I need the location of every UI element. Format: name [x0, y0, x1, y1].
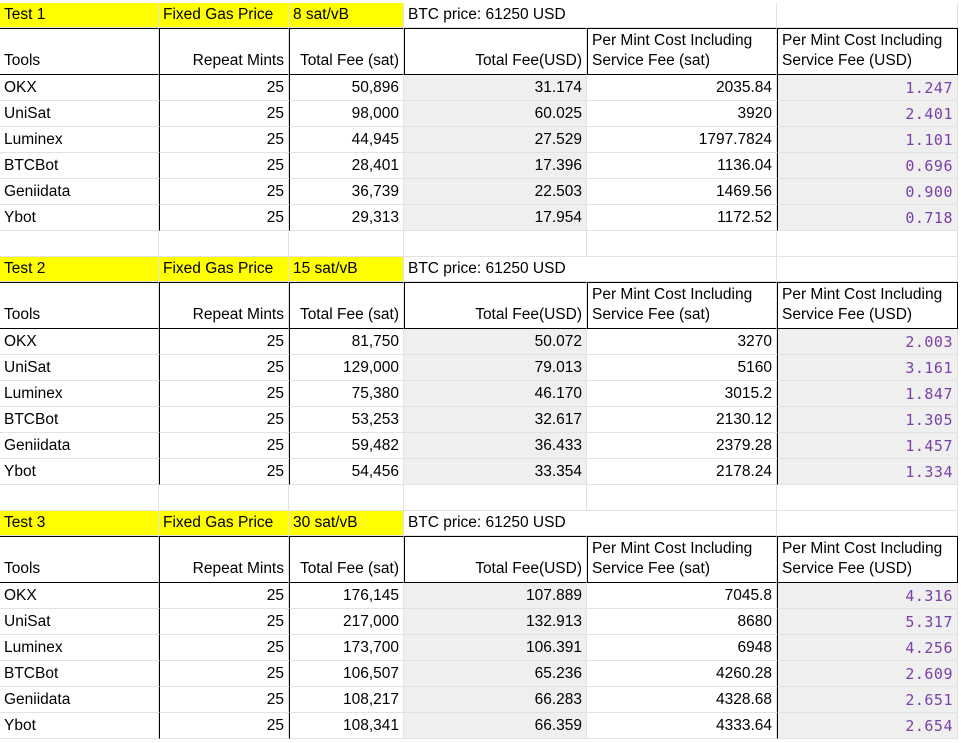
- table-cell[interactable]: 1469.56: [587, 179, 777, 205]
- table-cell[interactable]: Ybot: [0, 459, 159, 485]
- table-cell[interactable]: BTCBot: [0, 661, 159, 687]
- table-cell[interactable]: 8680: [587, 609, 777, 635]
- table-cell[interactable]: 1.247: [777, 75, 958, 101]
- table-cell[interactable]: 53,253: [289, 407, 404, 433]
- table-cell[interactable]: 2379.28: [587, 433, 777, 459]
- table-cell[interactable]: 25: [159, 661, 289, 687]
- table-cell[interactable]: Luminex: [0, 635, 159, 661]
- empty-cell[interactable]: [777, 511, 958, 536]
- table-cell[interactable]: 46.170: [404, 381, 587, 407]
- table-cell[interactable]: 106.391: [404, 635, 587, 661]
- column-header[interactable]: Tools: [0, 28, 159, 75]
- table-cell[interactable]: 25: [159, 433, 289, 459]
- table-cell[interactable]: 81,750: [289, 329, 404, 355]
- empty-cell[interactable]: [777, 485, 958, 511]
- column-header[interactable]: Repeat Mints: [159, 536, 289, 583]
- table-cell[interactable]: 1797.7824: [587, 127, 777, 153]
- table-cell[interactable]: 3920: [587, 101, 777, 127]
- table-cell[interactable]: 17.954: [404, 205, 587, 231]
- table-cell[interactable]: 106,507: [289, 661, 404, 687]
- table-cell[interactable]: 75,380: [289, 381, 404, 407]
- table-cell[interactable]: 36.433: [404, 433, 587, 459]
- table-cell[interactable]: 0.696: [777, 153, 958, 179]
- table-cell[interactable]: 4333.64: [587, 713, 777, 739]
- empty-cell[interactable]: [159, 231, 289, 257]
- table-cell[interactable]: Geniidata: [0, 687, 159, 713]
- table-cell[interactable]: 2178.24: [587, 459, 777, 485]
- table-cell[interactable]: 2.401: [777, 101, 958, 127]
- table-cell[interactable]: Luminex: [0, 381, 159, 407]
- table-cell[interactable]: 36,739: [289, 179, 404, 205]
- table-cell[interactable]: OKX: [0, 583, 159, 609]
- table-cell[interactable]: UniSat: [0, 101, 159, 127]
- table-cell[interactable]: 7045.8: [587, 583, 777, 609]
- btc-price[interactable]: BTC price: 61250 USD: [404, 3, 777, 28]
- column-header[interactable]: Per Mint Cost Including Service Fee (USD): [777, 282, 958, 329]
- table-cell[interactable]: 2130.12: [587, 407, 777, 433]
- column-header[interactable]: Per Mint Cost Including Service Fee (USD): [777, 28, 958, 75]
- table-cell[interactable]: 4328.68: [587, 687, 777, 713]
- table-cell[interactable]: 132.913: [404, 609, 587, 635]
- empty-cell[interactable]: [587, 231, 777, 257]
- table-cell[interactable]: 1172.52: [587, 205, 777, 231]
- table-cell[interactable]: 1.457: [777, 433, 958, 459]
- table-cell[interactable]: 25: [159, 101, 289, 127]
- column-header[interactable]: Total Fee (sat): [289, 536, 404, 583]
- table-cell[interactable]: 25: [159, 381, 289, 407]
- table-cell[interactable]: 25: [159, 329, 289, 355]
- table-cell[interactable]: 66.283: [404, 687, 587, 713]
- table-cell[interactable]: 176,145: [289, 583, 404, 609]
- table-cell[interactable]: 1.334: [777, 459, 958, 485]
- gas-price-value[interactable]: 15 sat/vB: [289, 257, 404, 282]
- table-cell[interactable]: 25: [159, 179, 289, 205]
- table-cell[interactable]: 22.503: [404, 179, 587, 205]
- table-cell[interactable]: 4.316: [777, 583, 958, 609]
- column-header[interactable]: Tools: [0, 536, 159, 583]
- table-cell[interactable]: 3015.2: [587, 381, 777, 407]
- column-header[interactable]: Total Fee (sat): [289, 282, 404, 329]
- table-cell[interactable]: 6948: [587, 635, 777, 661]
- gas-price-value[interactable]: 8 sat/vB: [289, 3, 404, 28]
- empty-cell[interactable]: [404, 231, 587, 257]
- table-cell[interactable]: 107.889: [404, 583, 587, 609]
- table-cell[interactable]: 65.236: [404, 661, 587, 687]
- empty-cell[interactable]: [289, 485, 404, 511]
- table-cell[interactable]: 25: [159, 153, 289, 179]
- table-cell[interactable]: BTCBot: [0, 407, 159, 433]
- table-cell[interactable]: 25: [159, 609, 289, 635]
- table-cell[interactable]: 25: [159, 75, 289, 101]
- empty-cell[interactable]: [289, 231, 404, 257]
- empty-cell[interactable]: [0, 231, 159, 257]
- empty-cell[interactable]: [0, 485, 159, 511]
- table-cell[interactable]: 2.609: [777, 661, 958, 687]
- table-cell[interactable]: BTCBot: [0, 153, 159, 179]
- table-cell[interactable]: 108,341: [289, 713, 404, 739]
- table-cell[interactable]: 50,896: [289, 75, 404, 101]
- table-cell[interactable]: 1136.04: [587, 153, 777, 179]
- table-cell[interactable]: 98,000: [289, 101, 404, 127]
- table-cell[interactable]: 25: [159, 355, 289, 381]
- table-cell[interactable]: UniSat: [0, 609, 159, 635]
- table-cell[interactable]: 3.161: [777, 355, 958, 381]
- table-cell[interactable]: 1.101: [777, 127, 958, 153]
- table-cell[interactable]: 2.654: [777, 713, 958, 739]
- gas-price-value[interactable]: 30 sat/vB: [289, 511, 404, 536]
- table-cell[interactable]: 4260.28: [587, 661, 777, 687]
- column-header[interactable]: Total Fee(USD): [404, 28, 587, 75]
- table-cell[interactable]: 25: [159, 459, 289, 485]
- column-header[interactable]: Per Mint Cost Including Service Fee (USD): [777, 536, 958, 583]
- table-cell[interactable]: 2.003: [777, 329, 958, 355]
- table-cell[interactable]: 25: [159, 713, 289, 739]
- column-header[interactable]: Repeat Mints: [159, 28, 289, 75]
- table-cell[interactable]: 1.847: [777, 381, 958, 407]
- table-cell[interactable]: 2.651: [777, 687, 958, 713]
- table-cell[interactable]: 60.025: [404, 101, 587, 127]
- column-header[interactable]: Total Fee (sat): [289, 28, 404, 75]
- table-cell[interactable]: 29,313: [289, 205, 404, 231]
- empty-cell[interactable]: [587, 485, 777, 511]
- table-cell[interactable]: UniSat: [0, 355, 159, 381]
- table-cell[interactable]: 5160: [587, 355, 777, 381]
- table-cell[interactable]: 0.900: [777, 179, 958, 205]
- table-cell[interactable]: 54,456: [289, 459, 404, 485]
- column-header[interactable]: Total Fee(USD): [404, 282, 587, 329]
- column-header[interactable]: Tools: [0, 282, 159, 329]
- test-label[interactable]: Test 3: [0, 511, 159, 536]
- table-cell[interactable]: OKX: [0, 75, 159, 101]
- table-cell[interactable]: 25: [159, 687, 289, 713]
- table-cell[interactable]: Ybot: [0, 713, 159, 739]
- table-cell[interactable]: 0.718: [777, 205, 958, 231]
- table-cell[interactable]: 1.305: [777, 407, 958, 433]
- column-header[interactable]: Per Mint Cost Including Service Fee (sat): [587, 282, 777, 329]
- table-cell[interactable]: 25: [159, 127, 289, 153]
- btc-price[interactable]: BTC price: 61250 USD: [404, 511, 777, 536]
- column-header[interactable]: Per Mint Cost Including Service Fee (sat): [587, 536, 777, 583]
- table-cell[interactable]: 25: [159, 583, 289, 609]
- empty-cell[interactable]: [404, 485, 587, 511]
- empty-cell[interactable]: [777, 257, 958, 282]
- gas-price-label[interactable]: Fixed Gas Price: [159, 511, 289, 536]
- table-cell[interactable]: 17.396: [404, 153, 587, 179]
- table-cell[interactable]: 217,000: [289, 609, 404, 635]
- table-cell[interactable]: 2035.84: [587, 75, 777, 101]
- table-cell[interactable]: 27.529: [404, 127, 587, 153]
- table-cell[interactable]: Geniidata: [0, 179, 159, 205]
- table-cell[interactable]: 25: [159, 407, 289, 433]
- table-cell[interactable]: Geniidata: [0, 433, 159, 459]
- table-cell[interactable]: Ybot: [0, 205, 159, 231]
- table-cell[interactable]: 4.256: [777, 635, 958, 661]
- test-label[interactable]: Test 2: [0, 257, 159, 282]
- table-cell[interactable]: 25: [159, 635, 289, 661]
- empty-cell[interactable]: [159, 485, 289, 511]
- table-cell[interactable]: 173,700: [289, 635, 404, 661]
- table-cell[interactable]: 129,000: [289, 355, 404, 381]
- table-cell[interactable]: 59,482: [289, 433, 404, 459]
- table-cell[interactable]: 25: [159, 205, 289, 231]
- table-cell[interactable]: 5.317: [777, 609, 958, 635]
- gas-price-label[interactable]: Fixed Gas Price: [159, 3, 289, 28]
- table-cell[interactable]: 32.617: [404, 407, 587, 433]
- table-cell[interactable]: 108,217: [289, 687, 404, 713]
- table-cell[interactable]: 66.359: [404, 713, 587, 739]
- column-header[interactable]: Repeat Mints: [159, 282, 289, 329]
- empty-cell[interactable]: [777, 3, 958, 28]
- table-cell[interactable]: 3270: [587, 329, 777, 355]
- table-cell[interactable]: 31.174: [404, 75, 587, 101]
- table-cell[interactable]: 33.354: [404, 459, 587, 485]
- column-header[interactable]: Total Fee(USD): [404, 536, 587, 583]
- gas-price-label[interactable]: Fixed Gas Price: [159, 257, 289, 282]
- empty-cell[interactable]: [777, 231, 958, 257]
- table-cell[interactable]: 79.013: [404, 355, 587, 381]
- test-label[interactable]: Test 1: [0, 3, 159, 28]
- table-cell[interactable]: 50.072: [404, 329, 587, 355]
- table-cell[interactable]: 44,945: [289, 127, 404, 153]
- table-cell[interactable]: OKX: [0, 329, 159, 355]
- table-cell[interactable]: Luminex: [0, 127, 159, 153]
- column-header[interactable]: Per Mint Cost Including Service Fee (sat): [587, 28, 777, 75]
- table-cell[interactable]: 28,401: [289, 153, 404, 179]
- btc-price[interactable]: BTC price: 61250 USD: [404, 257, 777, 282]
